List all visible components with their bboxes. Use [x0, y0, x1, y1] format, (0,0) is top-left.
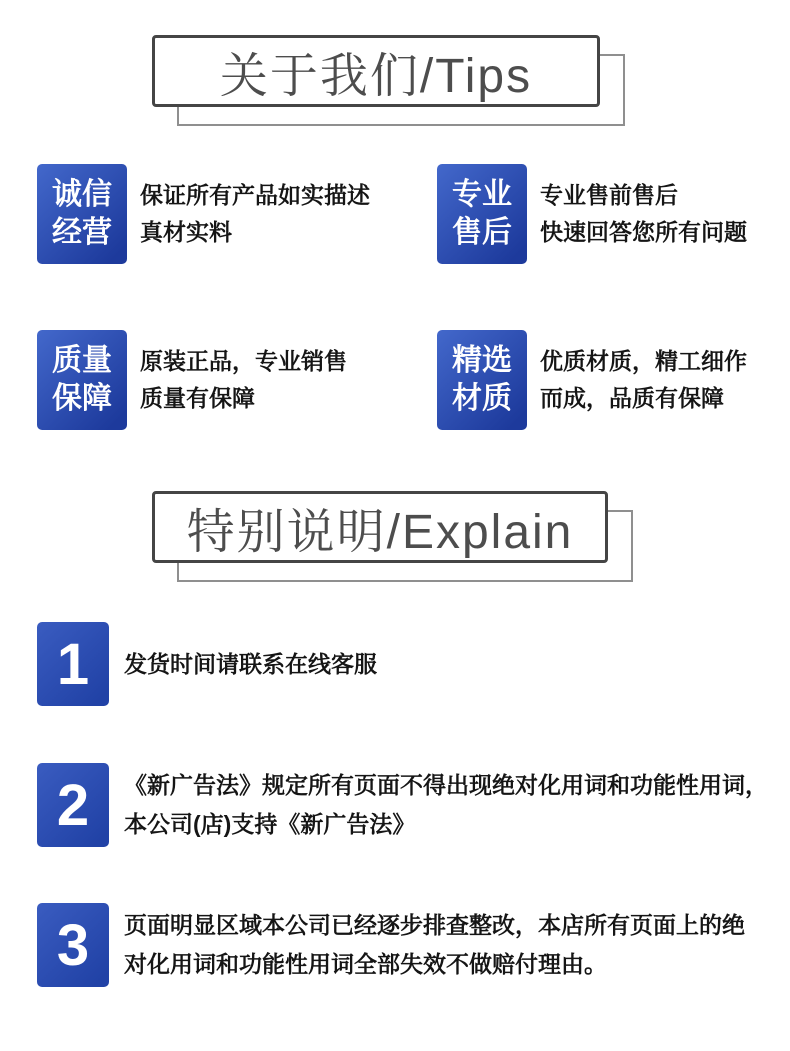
- feature-badge: [37, 330, 127, 430]
- feature-badge: [37, 164, 127, 264]
- feature-desc-line2: 真材实料: [140, 219, 232, 245]
- badge-label-line1: 精选: [452, 344, 512, 377]
- note-number-badge: 1: [37, 622, 109, 706]
- badge-label-line1: 质量: [52, 344, 112, 377]
- note-text-line1: 发货时间请联系在线客服: [124, 650, 377, 677]
- feature-desc-line2: 质量有保障: [140, 385, 255, 411]
- badge-label-line2: 材质: [452, 382, 512, 415]
- feature-desc-line1: 专业售前售后: [540, 182, 678, 208]
- note-text-line1: 《新广告法》规定所有页面不得出现绝对化用词和功能性用词，: [124, 772, 768, 798]
- note-rectification: [37, 903, 745, 987]
- badge-label-line1: 诚信: [52, 178, 112, 211]
- feature-desc-line1: 原装正品，专业销售: [140, 348, 347, 374]
- explain-header: [152, 491, 608, 563]
- feature-description: [140, 177, 370, 251]
- feature-desc-line1: 保证所有产品如实描述: [140, 182, 370, 208]
- note-number-badge: 2: [37, 763, 109, 847]
- note-text-line2: 本公司(店)支持《新广告法》: [124, 811, 416, 837]
- feature-badge: [437, 330, 527, 430]
- feature-description: [540, 177, 747, 251]
- note-number-badge: 3: [37, 903, 109, 987]
- note-text: [124, 766, 768, 844]
- feature-selected-materials: [437, 330, 747, 430]
- note-text-line1: 页面明显区域本公司已经逐步排查整改，本店所有页面上的绝: [124, 912, 745, 938]
- badge-label-line2: 经营: [52, 216, 112, 249]
- explain-header-title: 特别说明/Explain: [152, 491, 608, 563]
- about-header-title: 关于我们/Tips: [152, 35, 600, 107]
- feature-description: [540, 343, 747, 417]
- feature-desc-line1: 优质材质，精工细作: [540, 348, 747, 374]
- badge-label-line2: 售后: [452, 216, 512, 249]
- feature-honest-operation: [37, 164, 370, 264]
- feature-quality-guarantee: [37, 330, 347, 430]
- feature-badge: [437, 164, 527, 264]
- feature-desc-line2: 而成，品质有保障: [540, 385, 724, 411]
- note-shipping-time: [37, 622, 377, 706]
- feature-description: [140, 343, 347, 417]
- feature-professional-aftersales: [437, 164, 747, 264]
- badge-label-line1: 专业: [452, 178, 512, 211]
- note-text: [124, 906, 745, 984]
- badge-label-line2: 保障: [52, 382, 112, 415]
- note-text: [124, 645, 377, 684]
- about-header: [152, 35, 600, 107]
- note-text-line2: 对化用词和功能性用词全部失效不做赔付理由。: [124, 951, 607, 977]
- note-advertising-law: [37, 763, 768, 847]
- feature-desc-line2: 快速回答您所有问题: [540, 219, 747, 245]
